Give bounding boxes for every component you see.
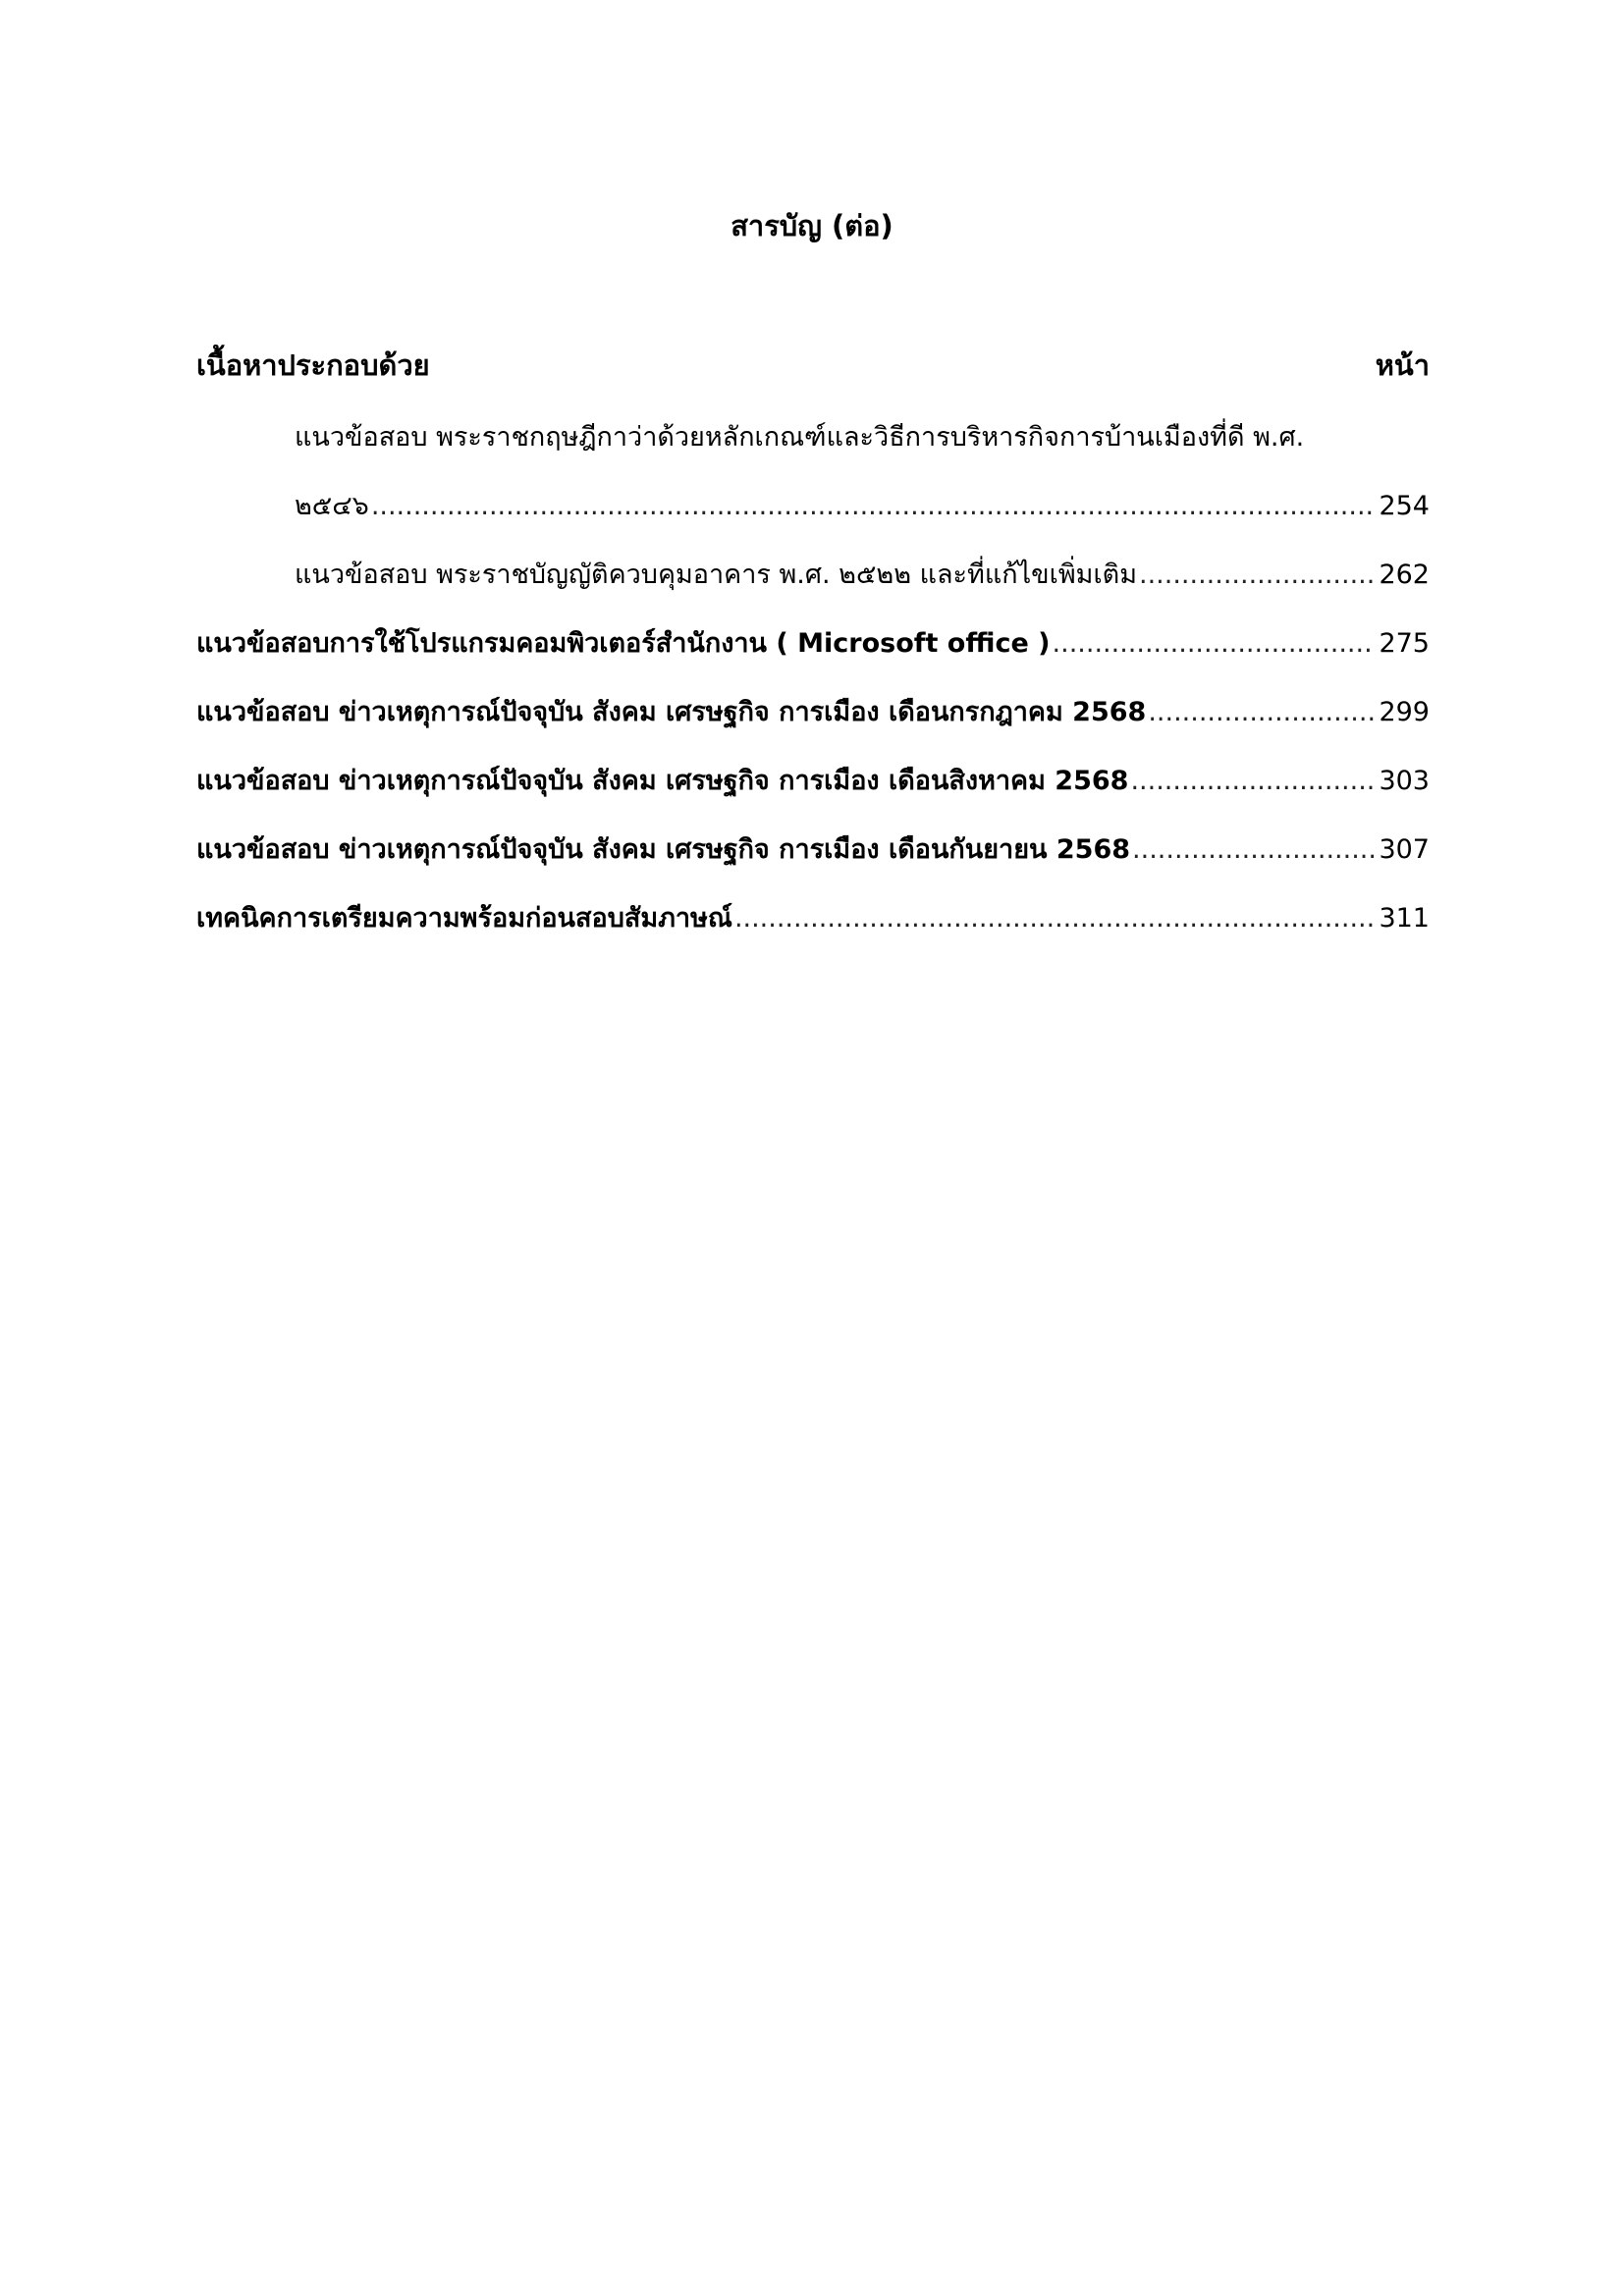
dot-leader — [1139, 554, 1375, 597]
toc-header-contents: เนื้อหาประกอบด้วย — [196, 348, 430, 382]
page-title: สารบัญ (ต่อ) — [731, 209, 893, 242]
toc-entry-label: เทคนิคการเตรียมความพร้อมก่อนสอบสัมภาษณ์ — [196, 903, 732, 934]
toc-entry — [196, 760, 1430, 803]
toc-entry-label-line2: ๒๕๔๖ — [295, 491, 369, 521]
toc-entry-label: แนวข้อสอบ ข่าวเหตุการณ์ปัจจุบัน สังคม เศรษฐกิจ การเมือง เดือนกันยายน 2568 — [196, 834, 1131, 865]
toc-entry-page: 299 — [1379, 697, 1430, 727]
toc-entry-label: แนวข้อสอบการใช้โปรแกรมคอมพิวเตอร์สำนักงาน ( Microsoft office ) — [196, 628, 1051, 659]
toc-entry-label: แนวข้อสอบ พระราชบัญญัติควบคุมอาคาร พ.ศ. ๒๕๒๒ และที่แก้ไขเพิ่มเติม — [295, 560, 1138, 590]
toc-entry-page: 262 — [1379, 560, 1430, 590]
dot-leader — [371, 485, 1376, 528]
toc-entry — [295, 554, 1430, 597]
toc-entry-page: 307 — [1379, 834, 1430, 865]
toc-entry-page: 303 — [1379, 766, 1430, 796]
dot-leader — [1053, 622, 1376, 666]
toc-entry-page: 254 — [1379, 491, 1430, 521]
toc-entry — [196, 622, 1430, 666]
dot-leader — [1132, 828, 1375, 872]
toc-entry-label-line1: แนวข้อสอบ พระราชกฤษฎีกาว่าด้วยหลักเกณฑ์และวิธีการบริหารกิจการบ้านเมืองที่ดี พ.ศ. — [295, 422, 1305, 453]
dot-leader — [1148, 691, 1375, 734]
toc-header — [196, 344, 1430, 387]
toc-entry-label: แนวข้อสอบ ข่าวเหตุการณ์ปัจจุบัน สังคม เศรษฐกิจ การเมือง เดือนสิงหาคม 2568 — [196, 766, 1129, 796]
toc-entry-label: แนวข้อสอบ ข่าวเหตุการณ์ปัจจุบัน สังคม เศรษฐกิจ การเมือง เดือนกรกฎาคม 2568 — [196, 697, 1147, 727]
toc-entry — [196, 828, 1430, 872]
toc-entry — [196, 691, 1430, 734]
toc-entry — [196, 897, 1430, 940]
dot-leader — [734, 897, 1376, 940]
dot-leader — [1130, 760, 1375, 803]
toc-entry-page: 311 — [1379, 903, 1430, 934]
toc-entry — [295, 485, 1430, 528]
toc-entry-page: 275 — [1379, 628, 1430, 659]
toc-header-page: หน้า — [1375, 348, 1430, 382]
